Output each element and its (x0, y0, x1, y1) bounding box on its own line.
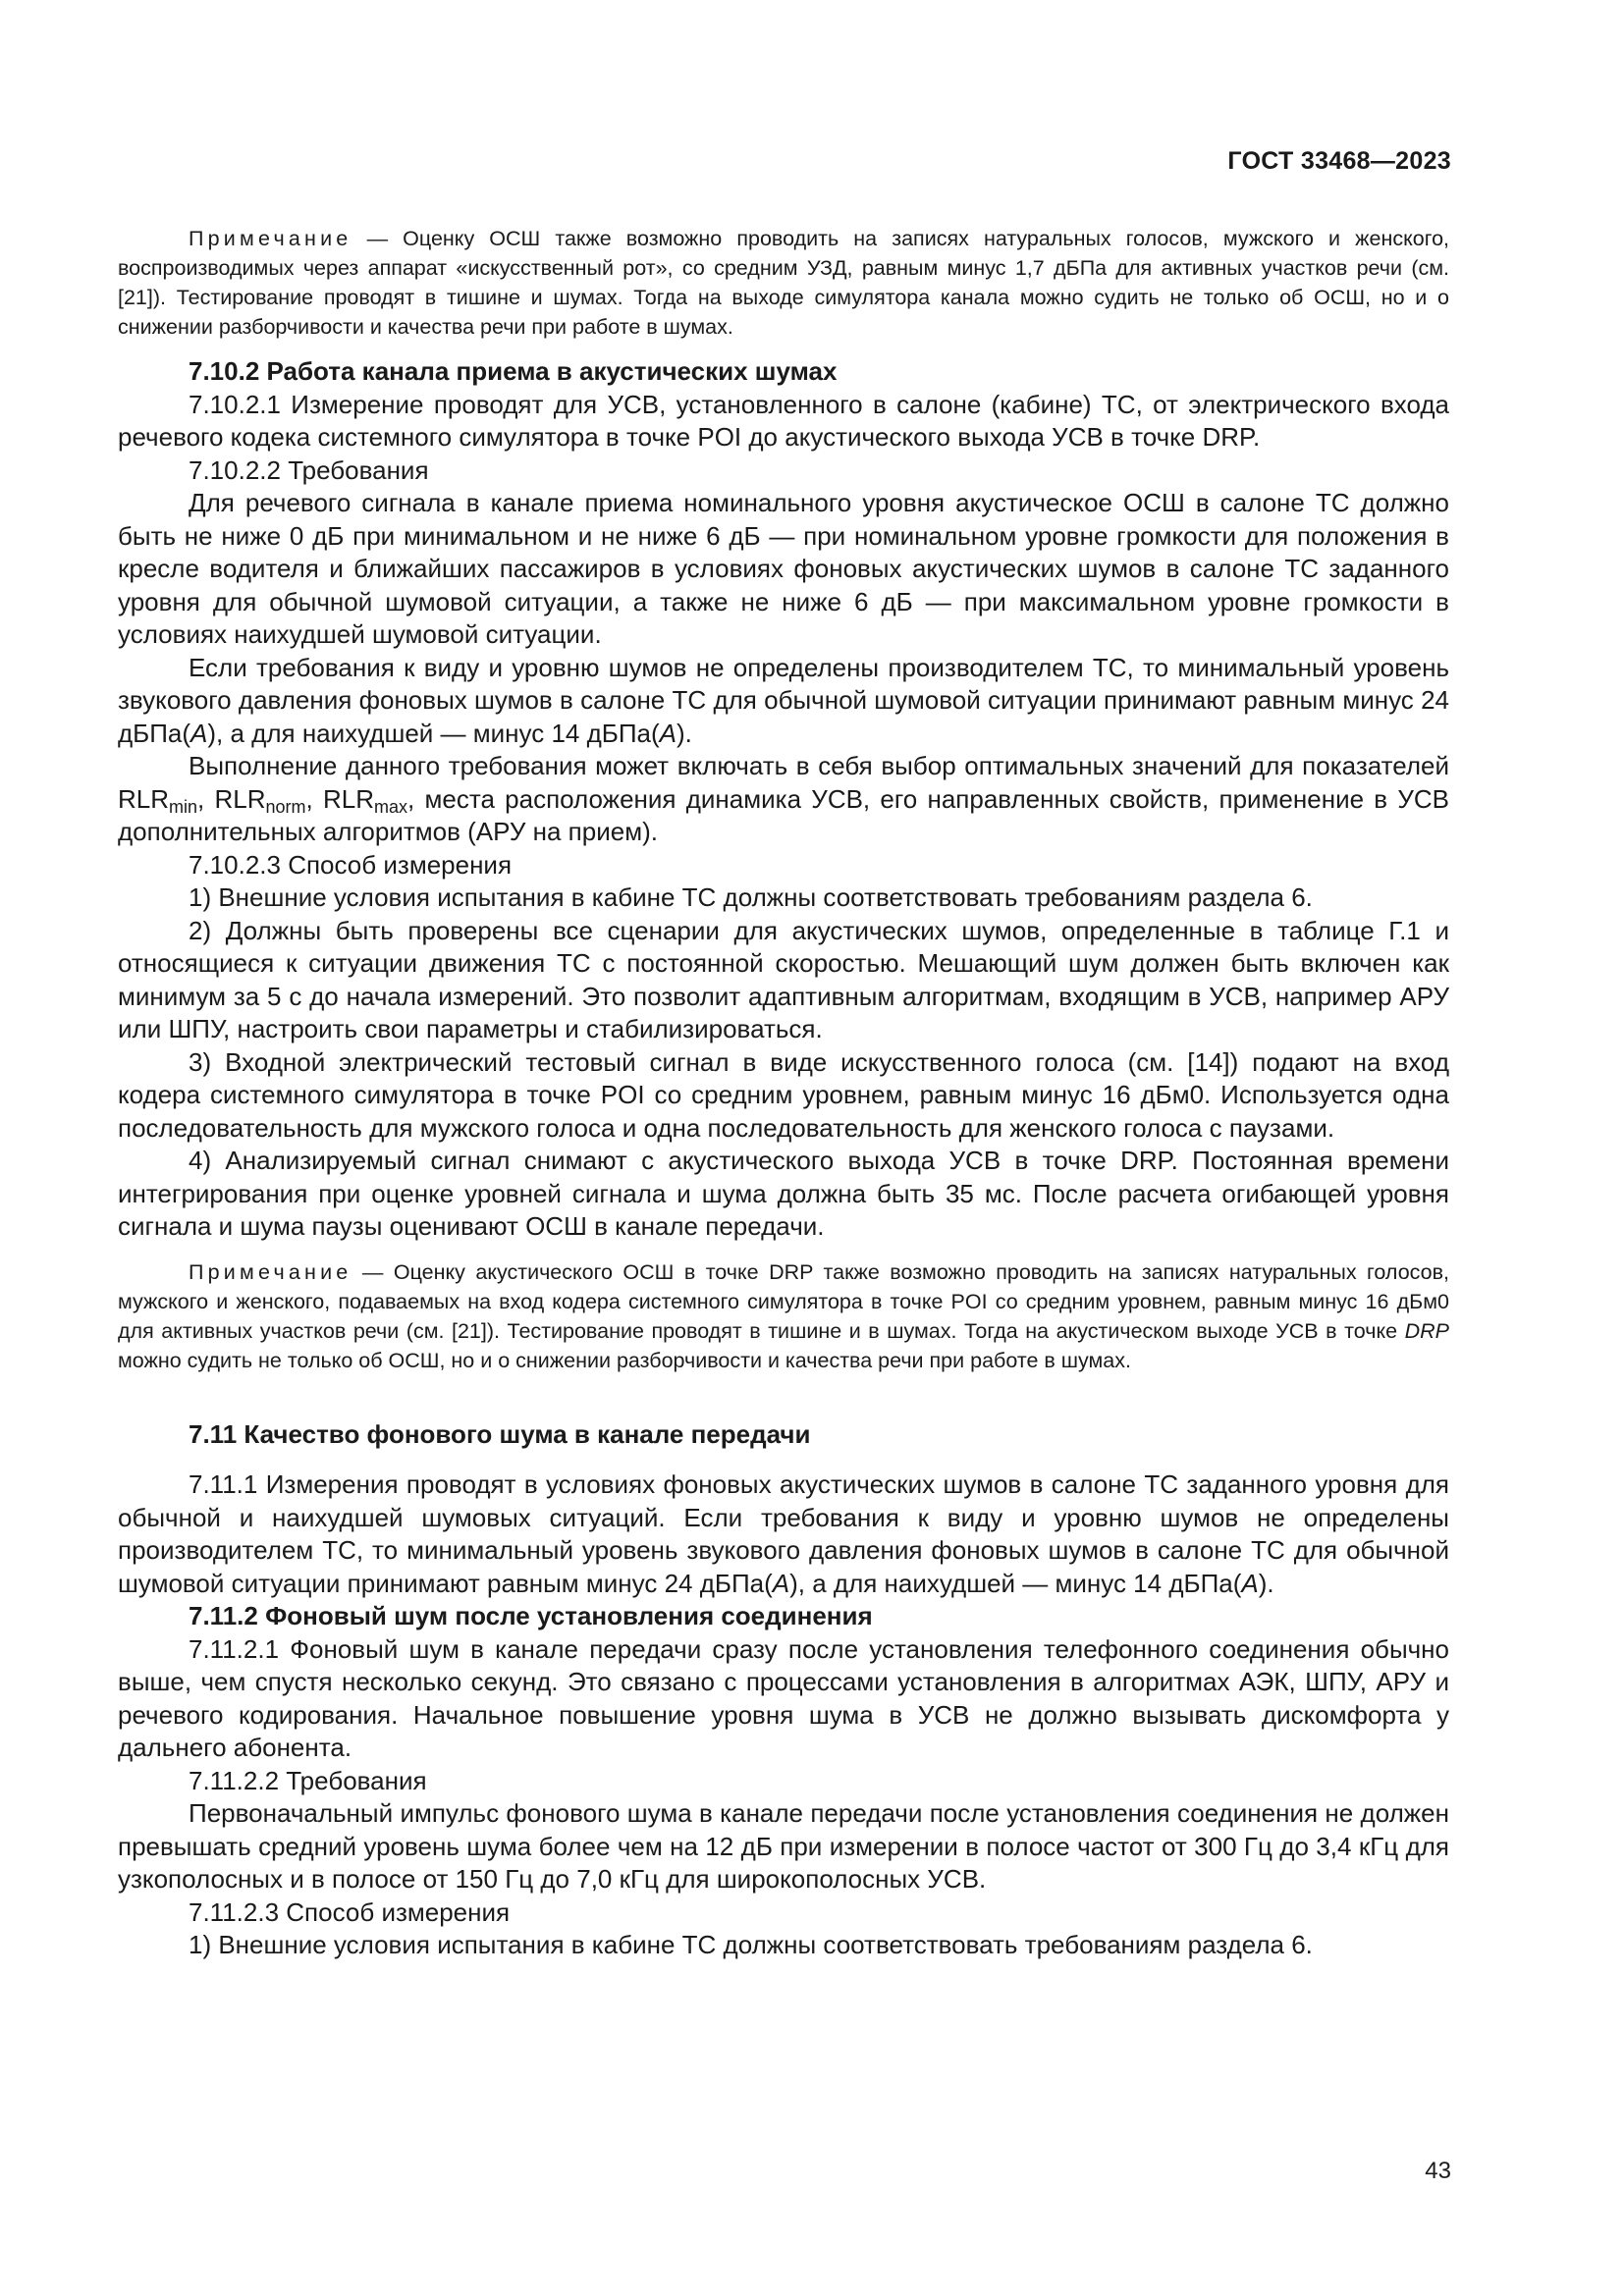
text-run: Если требования к виду и уровню шумов не определены производителем ТС, то минимальный уровень звукового давления фоновых шумов в салоне ТС для обычной шумовой ситуации принимают равным минус 24 дБПа( (118, 652, 1449, 748)
page-content (118, 224, 1449, 1962)
note-text: — Оценку акустического ОСШ в точке DRP также возможно проводить на записях натуральных голосов, мужского и женского, подаваемых на вход кодера системного симулятора в точке POI со средним уровнем, равным минус 16 дБм0 для активных участков речи (см. [21]). Тестирование проводят в тишине и в шумах. Тогда на акустическом выходе УСВ в точке (118, 1259, 1449, 1343)
paragraph: 7.10.2.1 Измерение проводят для УСВ, установленного в салоне (кабине) ТС, от электрического входа речевого кодека системного симулятора в точке POI до акустического выхода УСВ в точке DRP. (118, 389, 1449, 452)
subsection-title: 7.11.2.2 Требования (189, 1765, 427, 1795)
text-run: , RLR (305, 783, 375, 814)
text-run: , RLR (197, 783, 266, 814)
subsection-title: 7.10.2.3 Способ измерения (189, 849, 513, 880)
paragraph (118, 1468, 1449, 1600)
note-paragraph (118, 224, 1449, 342)
text-run: ), а для наихудшей — минус 14 дБПа( (789, 1568, 1242, 1598)
text-run: 7.11.1 Измерения проводят в условиях фоновых акустических шумов в салоне ТС заданного уровня для обычной и наихудшей шумовых ситуаций. Если требования к виду и уровню шумов не определены производителем ТС, то минимальный уровень звукового давления фоновых шумов в салоне ТС для обычной шумовой ситуации принимают равным минус 24 дБПа( (118, 1469, 1449, 1598)
text-run: ). (1258, 1568, 1274, 1598)
note-label: Примечание (189, 227, 352, 250)
list-item: 4) Анализируемый сигнал снимают с акустического выхода УСВ в точке DRP. Постоянная времени интегрирования при оценке уровней сигнала и шума должна быть 35 мс. После расчета огибающей уровня сигнала и шума паузы оценивают ОСШ в канале передачи. (118, 1146, 1449, 1241)
note-label: Примечание (189, 1259, 352, 1284)
paragraph (118, 750, 1449, 849)
subsection-title: 7.10.2.2 Требования (189, 454, 429, 485)
note-text: можно судить не только об ОСШ, но и о снижении разборчивости и качества речи при работе в шумах. (118, 1348, 1131, 1372)
paragraph (118, 652, 1449, 751)
list-item: 1) Внешние условия испытания в кабине ТС должны соответствовать требованиям раздела 6. (189, 1930, 1313, 1959)
subscript: norm (265, 796, 306, 817)
paragraph: Первоначальный импульс фонового шума в канале передачи после установления соединения не должен превышать средний уровень шума более чем на 12 дБ при измерении в полосе частот от 300 Гц до 3,4 кГц для узкополосных и в полосе от 150 Гц до 7,0 кГц для широкополосных УСВ. (118, 1798, 1449, 1894)
paragraph: Для речевого сигнала в канале приема номинального уровня акустическое ОСШ в салоне ТС должно быть не ниже 0 дБ при минимальном и не ниже 6 дБ — при номинальном уровне громкости для положения в кресле водителя и ближайших пассажиров в условиях фоновых акустических шумов в салоне ТС заданного уровня для обычной шумовой ситуации, а также не ниже 6 дБ — при максимальном уровне громкости в условиях наихудшей шумовой ситуации. (118, 488, 1449, 649)
list-item: 3) Входной электрический тестовый сигнал в виде искусственного голоса (см. [14]) подают на вход кодера системного симулятора в точке POI со средним уровнем, равным минус 16 дБм0. Используется одна последовательность для мужского голоса и одна последовательность для женского голоса с паузами. (118, 1046, 1449, 1143)
page-number: 43 (1425, 2158, 1451, 2184)
text-run: ), а для наихудшей — минус 14 дБПа( (207, 718, 660, 748)
section-heading-7-11: 7.11 Качество фонового шума в канале передачи (189, 1418, 811, 1449)
document-code: ГОСТ 33468—2023 (1227, 147, 1451, 175)
list-item: 2) Должны быть проверены все сценарии для акустических шумов, определенные в таблице Г.1 и относящиеся к ситуации движения ТС с постоянной скоростью. Мешающий шум должен быть включен как минимум за 5 с до начала измерений. Это позволит адаптивным алгоритмам, входящим в УСВ, например АРУ или ШПУ, настроить свои параметры и стабилизироваться. (118, 915, 1449, 1043)
italic-run: A (1241, 1568, 1259, 1598)
section-heading-7-11-2: 7.11.2 Фоновый шум после установления соединения (189, 1601, 873, 1630)
italic-run: A (772, 1568, 790, 1598)
text-run: , места расположения динамика УСВ, его направленных свойств, применение в УСВ дополнительных алгоритмов (АРУ на прием). (118, 783, 1449, 846)
italic-run: A (190, 718, 208, 748)
text-run: Выполнение данного требования может включать в себя выбор оптимальных значений для показателей RLR (118, 751, 1449, 814)
subscript: min (169, 796, 198, 817)
subscript: max (374, 796, 408, 817)
paragraph: 7.11.2.1 Фоновый шум в канале передачи сразу после установления телефонного соединения обычно выше, чем спустя несколько секунд. Это связано с процессами установления в алгоритмах АЭК, ШПУ, АРУ и речевого кодирования. Начальное повышение уровня шума в УСВ не должно вызывать дискомфорта у дальнего абонента. (118, 1633, 1449, 1762)
italic-run: DRP (1404, 1318, 1449, 1343)
list-item: 1) Внешние условия испытания в кабине ТС должны соответствовать требованиям раздела 6. (189, 882, 1313, 912)
note-paragraph (118, 1257, 1449, 1375)
note-text: — Оценку ОСШ также возможно проводить на записях натуральных голосов, мужского и женского, воспроизводимых через аппарат «искусственный рот», со средним УЗД, равным минус 1,7 дБПа для активных участков речи (см. [21]). Тестирование проводят в тишине и шумах. Тогда на выходе симулятора канала можно судить не только об ОСШ, но и о снижении разборчивости и качества речи при работе в шумах. (118, 227, 1449, 339)
italic-run: A (659, 718, 677, 748)
subsection-title: 7.11.2.3 Способ измерения (189, 1896, 511, 1927)
section-heading-7-10-2: 7.10.2 Работа канала приема в акустических шумах (189, 356, 838, 386)
text-run: ). (676, 718, 692, 748)
